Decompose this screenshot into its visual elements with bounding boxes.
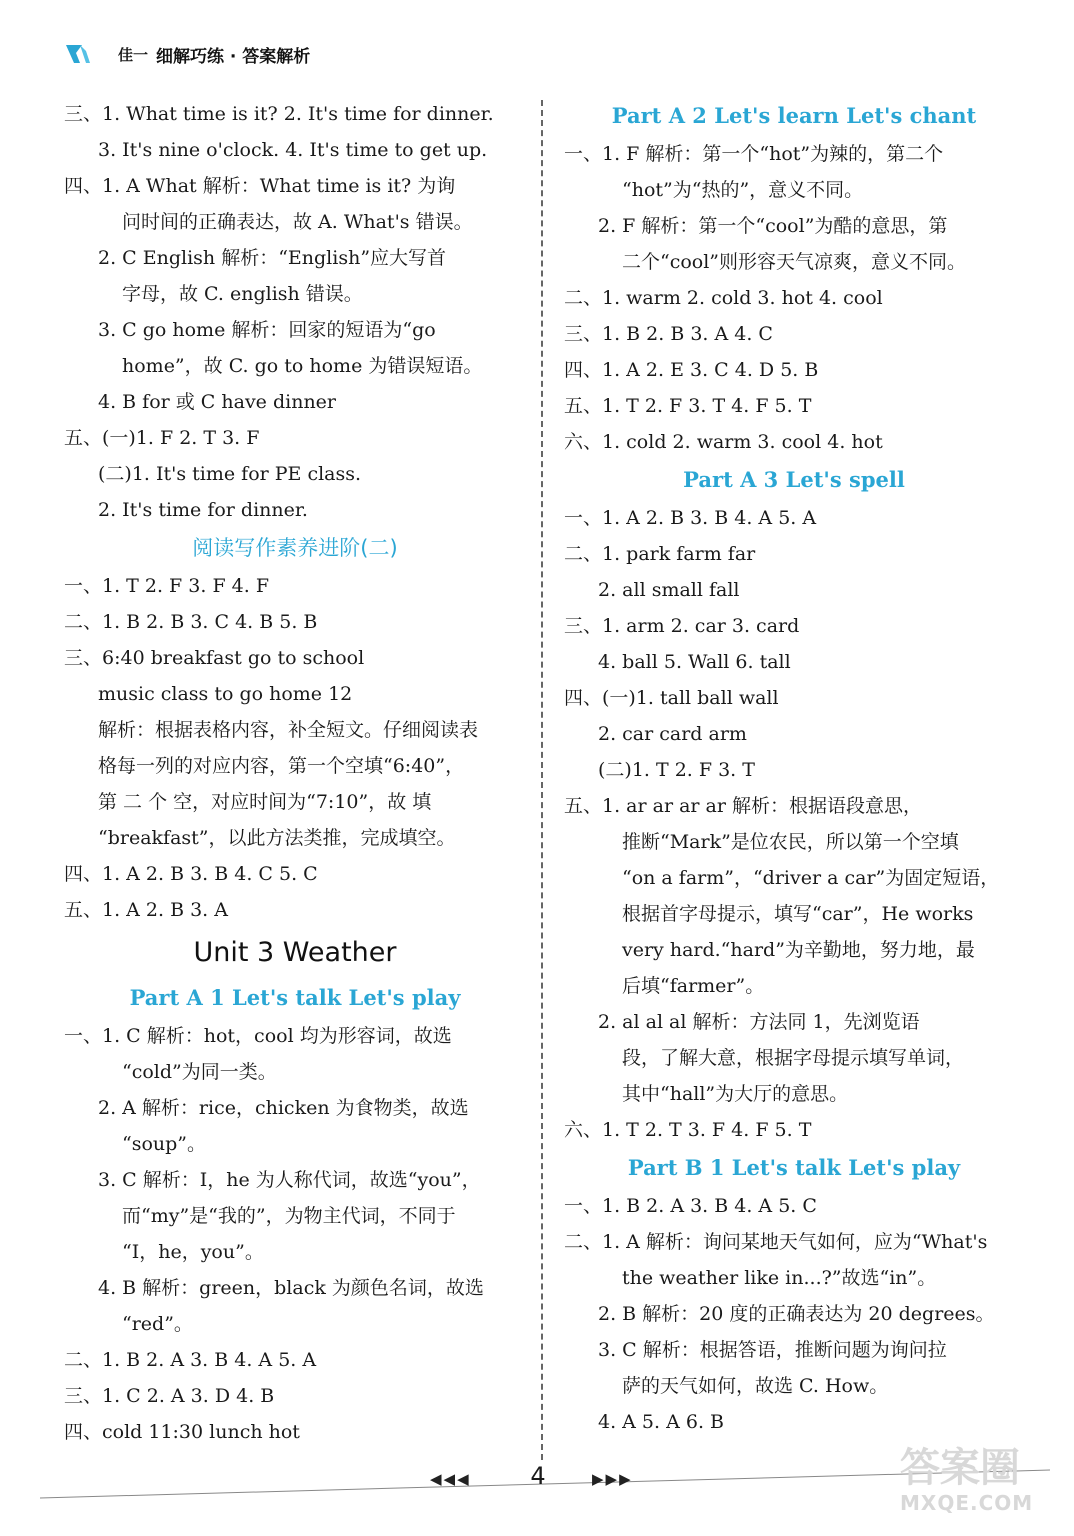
answer-line: 2. all small fall — [598, 579, 740, 601]
answer-line: 3. C go home 解析：回家的短语为“go — [98, 319, 436, 341]
answer-line: 三、1. B 2. B 3. A 4. C — [564, 323, 773, 345]
footer-left-arrows-icon: ◀◀◀ — [430, 1470, 471, 1488]
answer-line: 2. A 解析：rice，chicken 为食物类，故选 — [98, 1097, 469, 1119]
answer-line: 一、1. T 2. F 3. F 4. F — [64, 575, 270, 597]
answer-line: 四、1. A What 解析：What time is it? 为询 — [64, 175, 456, 197]
answer-line: 3. C 解析：I，he 为人称代词，故选“you”， — [98, 1169, 481, 1191]
answer-line: 2. al al al 解析：方法同 1，先浏览语 — [598, 1011, 920, 1033]
answer-line: 格每一列的对应内容，第一个空填“6:40”， — [98, 755, 465, 777]
answer-line: 3. C 解析：根据答语，推断问题为询问拉 — [598, 1339, 947, 1361]
answer-line: 2. C English 解析：“English”应大写首 — [98, 247, 447, 269]
answer-line: 一、1. F 解析：第一个“hot”为辣的，第二个 — [564, 143, 944, 165]
answer-line: 3. It's nine o'clock. 4. It's time to get up. — [98, 139, 488, 161]
answer-line: “red”。 — [122, 1313, 193, 1335]
section-heading: Part A 2 Let's learn Let's chant — [611, 103, 977, 128]
answer-line: 三、1. What time is it? 2. It's time for dinner. — [64, 103, 494, 125]
right-column — [564, 96, 1024, 1440]
answer-line: 4. A 5. A 6. B — [598, 1411, 724, 1433]
answer-line: 四、1. A 2. B 3. B 4. C 5. C — [64, 863, 318, 885]
answer-line: 2. It's time for dinner. — [98, 499, 308, 521]
answer-line: 五、1. A 2. B 3. A — [64, 899, 228, 921]
answer-line: 二个“cool”则形容天气凉爽，意义不同。 — [622, 251, 967, 273]
section-heading: 阅读写作素养进阶(二) — [192, 536, 398, 560]
answer-line: 四、1. A 2. E 3. C 4. D 5. B — [564, 359, 819, 381]
answer-line: 二、1. B 2. B 3. C 4. B 5. B — [64, 611, 318, 633]
answer-line: (二)1. It's time for PE class. — [98, 463, 362, 485]
left-column — [64, 96, 526, 1450]
section-heading: Part B 1 Let's talk Let's play — [627, 1155, 961, 1180]
answer-line: 一、1. C 解析：hot，cool 均为形容词，故选 — [64, 1025, 452, 1047]
column-divider — [541, 100, 543, 1460]
answer-line: 推断“Mark”是位农民，所以第一个空填 — [622, 831, 959, 853]
answer-line: 一、1. A 2. B 3. B 4. A 5. A — [564, 507, 817, 529]
answer-line: 问时间的正确表达，故 A. What's 错误。 — [122, 211, 473, 233]
answer-line: “I，he，you”。 — [122, 1241, 264, 1263]
answer-line: (二)1. T 2. F 3. T — [598, 759, 755, 781]
answer-line: 萨的天气如何，故选 C. How。 — [622, 1375, 889, 1397]
answer-line: 字母，故 C. english 错误。 — [122, 283, 363, 305]
answer-line: music class to go home 12 — [98, 683, 353, 705]
answer-line: “soup”。 — [122, 1133, 207, 1155]
answer-line: 第 二 个 空，对应时间为“7:10”，故 填 — [98, 791, 432, 813]
section-heading: Part A 3 Let's spell — [683, 467, 905, 492]
answer-line: 二、1. B 2. A 3. B 4. A 5. A — [64, 1349, 317, 1371]
answer-line: “cold”为同一类。 — [122, 1061, 277, 1083]
brand-logo-icon — [64, 41, 108, 67]
unit-title: Unit 3 Weather — [193, 937, 397, 968]
answer-line: the weather like in...?”故选“in”。 — [622, 1267, 937, 1289]
header-title: 细解巧练 · 答案解析 — [156, 46, 311, 67]
answer-line: 四、cold 11:30 lunch hot — [64, 1421, 300, 1443]
page-header — [64, 38, 310, 70]
answer-line: 一、1. B 2. A 3. B 4. A 5. C — [564, 1195, 817, 1217]
answer-line: 五、(一)1. F 2. T 3. F — [64, 427, 260, 449]
answer-line: 二、1. A 解析：询问某地天气如何，应为“What's — [564, 1231, 988, 1253]
answer-line: 后填“farmer”。 — [622, 975, 765, 997]
answer-line: 段，了解大意，根据字母提示填写单词， — [622, 1047, 965, 1069]
brand-name: 佳一 — [118, 45, 149, 64]
watermark-sub: MXQE.COM — [900, 1491, 1034, 1515]
answer-line: “hot”为“热的”，意义不同。 — [622, 179, 864, 201]
watermark-text: 答案圈 — [900, 1445, 1020, 1491]
answer-line: 三、1. C 2. A 3. D 4. B — [64, 1385, 275, 1407]
answer-line: 2. B 解析：20 度的正确表达为 20 degrees。 — [598, 1303, 995, 1325]
answer-line: “on a farm”，“driver a car”为固定短语， — [622, 867, 1000, 889]
answer-line: 五、1. T 2. F 3. T 4. F 5. T — [564, 395, 812, 417]
answer-line: home”，故 C. go to home 为错误短语。 — [122, 355, 483, 377]
answer-line: 4. B 解析：green，black 为颜色名词，故选 — [98, 1277, 484, 1299]
answer-line: 四、(一)1. tall ball wall — [564, 687, 779, 709]
watermark-logo — [900, 1445, 1060, 1525]
answer-line: very hard.“hard”为辛勤地，努力地，最 — [622, 939, 975, 961]
footer-right-arrows-icon: ▶▶▶ — [592, 1470, 633, 1488]
page-number: 4 — [530, 1462, 546, 1490]
answer-line: 4. B for 或 C have dinner — [98, 391, 337, 413]
answer-line: 2. car card arm — [598, 723, 747, 745]
answer-line: 2. F 解析：第一个“cool”为酷的意思，第 — [598, 215, 948, 237]
answer-line: 二、1. park farm far — [564, 543, 756, 565]
answer-line: 六、1. cold 2. warm 3. cool 4. hot — [564, 431, 883, 453]
answer-line: 根据首字母提示，填写“car”，He works — [622, 903, 974, 925]
answer-line: 二、1. warm 2. cold 3. hot 4. cool — [564, 287, 883, 309]
answer-line: 六、1. T 2. T 3. F 4. F 5. T — [564, 1119, 812, 1141]
section-heading: Part A 1 Let's talk Let's play — [129, 985, 461, 1010]
answer-line: 而“my”是“我的”，为物主代词，不同于 — [122, 1205, 456, 1227]
answer-line: 4. ball 5. Wall 6. tall — [598, 651, 791, 673]
answer-line: “breakfast”，以此方法类推，完成填空。 — [98, 827, 456, 849]
answer-line: 三、6:40 breakfast go to school — [64, 647, 365, 669]
answer-line: 解析：根据表格内容，补全短文。仔细阅读表 — [98, 719, 479, 741]
answer-line: 其中“hall”为大厅的意思。 — [622, 1083, 849, 1105]
answer-line: 五、1. ar ar ar ar 解析：根据语段意思， — [564, 795, 922, 817]
answer-line: 三、1. arm 2. car 3. card — [564, 615, 800, 637]
